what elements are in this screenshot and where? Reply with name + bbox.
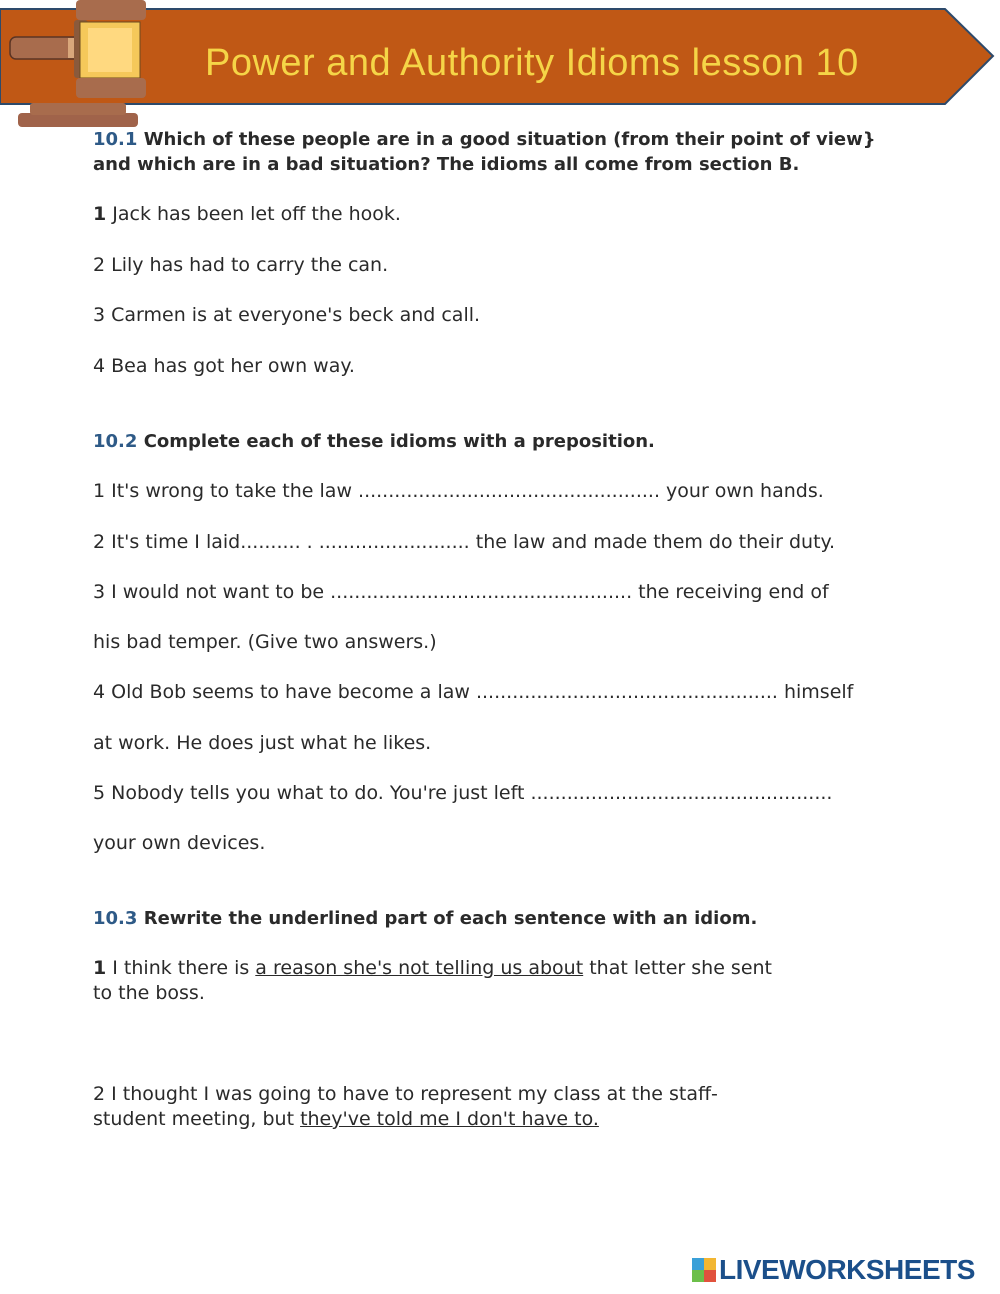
exercise-10-2-line: 3 I would not want to be .................................................. the receiving end of xyxy=(93,581,829,603)
exercise-10-3-item: 1 I think there is a reason she's not telling us about that letter she sent to the boss. xyxy=(93,957,773,1004)
exercise-number: 10.2 xyxy=(93,431,138,452)
liveworksheets-logo xyxy=(692,1255,975,1285)
exercise-10-3-instruction: 10.3 Rewrite the underlined part of each sentence with an idiom. xyxy=(93,908,758,929)
gavel-icon xyxy=(8,0,148,130)
exercise-10-2-line: your own devices. xyxy=(93,832,266,854)
exercise-number: 10.1 xyxy=(93,129,138,150)
underlined-phrase: they've told me I don't have to. xyxy=(300,1108,599,1130)
exercise-10-2-line: 1 It's wrong to take the law .................................................. your own hands. xyxy=(93,480,824,502)
exercise-10-2-line: 2 It's time I laid.......... . ......................... the law and made them do their duty. xyxy=(93,531,836,553)
exercise-10-2-line: his bad temper. (Give two answers.) xyxy=(93,631,437,653)
exercise-10-1-item: 4 Bea has got her own way. xyxy=(93,355,355,377)
logo-text: LIVEWORKSHEETS xyxy=(719,1254,975,1285)
exercise-10-1-item: 3 Carmen is at everyone's beck and call. xyxy=(93,304,481,326)
exercise-10-1-item: 2 Lily has had to carry the can. xyxy=(93,254,389,276)
worksheet-body xyxy=(93,127,913,1132)
page-title: Power and Authority Idioms lesson 10 xyxy=(205,42,859,84)
exercise-10-2-line: at work. He does just what he likes. xyxy=(93,732,432,754)
underlined-phrase: a reason she's not telling us about xyxy=(255,957,584,979)
logo-mark-icon xyxy=(692,1258,716,1282)
exercise-10-2-instruction: 10.2 Complete each of these idioms with a preposition. xyxy=(93,431,655,452)
title-banner xyxy=(0,8,995,106)
exercise-10-3-item: 2 I thought I was going to have to represent my class at the staff- student meeting, but they've told me I don't have to. xyxy=(93,1083,718,1130)
exercise-10-2-line: 5 Nobody tells you what to do. You're just left .................................................. xyxy=(93,782,833,804)
exercise-10-1-instruction: 10.1 Which of these people are in a good situation (from their point of view} and which are in a bad situation? The idioms all come from section B. xyxy=(93,129,876,175)
exercise-number: 10.3 xyxy=(93,908,138,929)
exercise-10-1-item: 1 Jack has been let off the hook. xyxy=(93,203,401,225)
exercise-10-2-line: 4 Old Bob seems to have become a law .................................................. himself xyxy=(93,681,854,703)
